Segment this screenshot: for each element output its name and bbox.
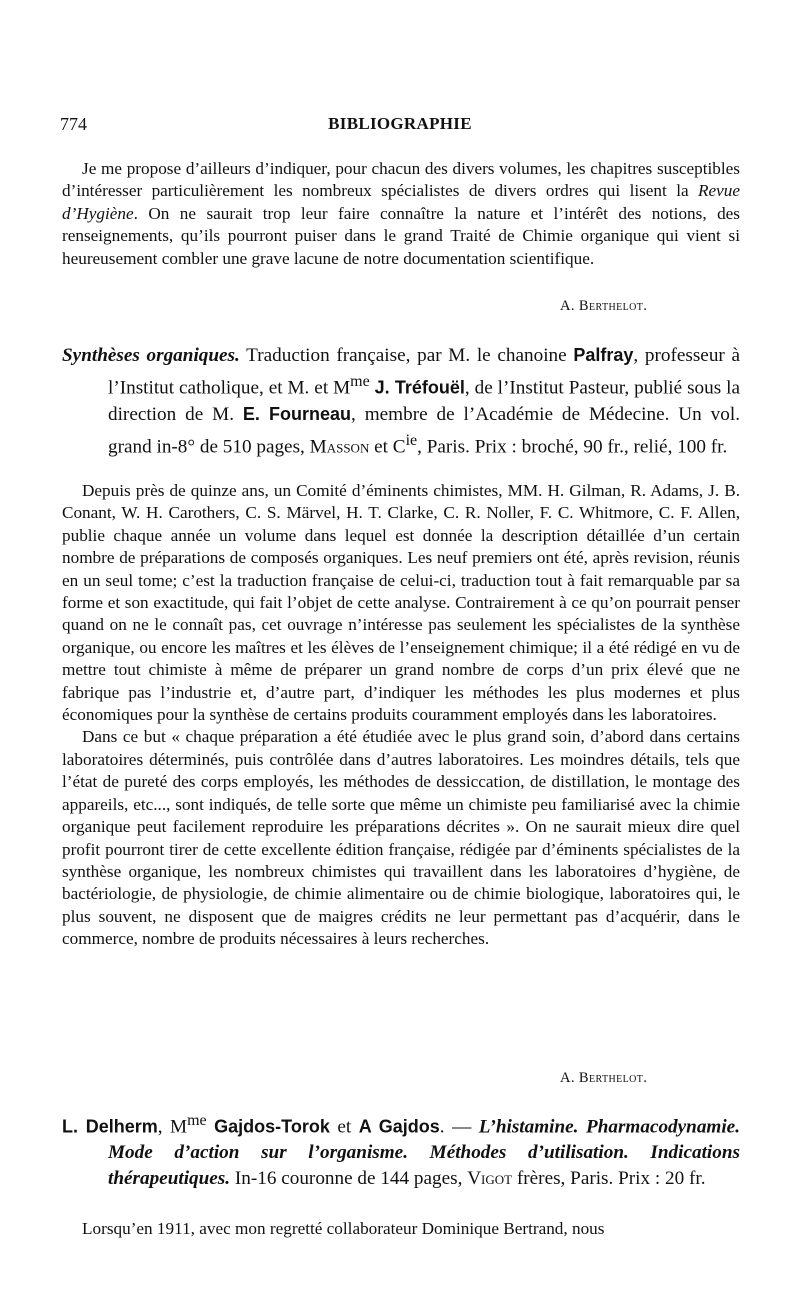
intro-text-2: . On ne saurait trop leur faire connaître la nature et l’intérêt des notions, des renseignements, qu’ils pourront puiser dans le grand Traité de Chimie organique qui vient si heureusement combler une grave lacune de notre documentation scientifique. xyxy=(62,203,740,268)
review-title: L’histamine. Pharmacodynamie. Mode d’action sur l’organisme. Méthodes d’utilisation. Indications thérapeutiques. xyxy=(108,1116,740,1190)
author-name: J. Tréfouël xyxy=(374,377,465,398)
publisher: Vigot xyxy=(467,1168,513,1190)
author-name: L. Delherm xyxy=(62,1116,158,1137)
director-name: E. Fourneau xyxy=(242,404,352,425)
page-number: 774 xyxy=(60,114,87,134)
review-entry-histamine: L. Delherm, $M^{me}$ Gajdos-Torok et A Gajdos. — L’histamine. Pharmacodynamie. Mode d’action sur l’organisme. Méthodes d’utilisation. Indications thérapeutiques. In-16 couronne de 144 pages, Vigot frères, Paris. Prix : 20 fr. xyxy=(62,1112,740,1190)
review-title: Synthèses organiques. xyxy=(62,345,240,366)
journal-name: Revue d’Hygiène xyxy=(62,181,740,223)
review-body-2 xyxy=(62,1218,740,1240)
intro-text-1: Je me propose d’ailleurs d’indiquer, pour chacun des divers volumes, les chapitres susceptibles d’intéresser particulièrement les nombreux spécialistes de divers ordres qui lisent la xyxy=(62,159,740,201)
body-paragraph: Dans ce but « chaque préparation a été étudiée avec le plus grand soin, d’abord dans certains laboratoires déterminés, puis contrôlée dans d’autres laboratoires. Les moindres détails, tels que l’état de pureté des corps employés, les méthodes de dessiccation, de distillation, le montage des appareils, etc..., sont indiqués, de telle sorte que même un chimiste peu familiarisé avec la chimie organique peut facilement reproduire les préparations décrites ». On ne saurait mieux dire quel profit pourront tirer de cette excellente édition française, rédigée par d’éminents spécialistes de la synthèse organique, les nombreux chimistes qui travaillent dans les laboratoires d’hygiène, de bactériologie, de physiologie, de chimie alimentaire ou de chimie biologique, laboratoires qui, le plus souvent, ne disposent que de maigres crédits ne leur permettant pas d’acquérir, dans le commerce, nombre de produits nécessaires à leurs recherches. xyxy=(62,727,740,949)
body-paragraph: Lorsqu’en 1911, avec mon regretté collaborateur Dominique Bertrand, nous xyxy=(82,1219,605,1238)
signature-2: A. Berthelot. xyxy=(560,1070,648,1086)
page-header xyxy=(60,114,740,138)
review-body xyxy=(62,480,740,951)
author-name: Palfray xyxy=(573,345,634,365)
author-name: A Gajdos xyxy=(358,1116,440,1137)
signature-1: A. Berthelot. xyxy=(560,298,648,314)
publisher: Masson xyxy=(309,436,370,458)
review-entry-synthèses: Synthèses organiques. Traduction française, par M. le chanoine Palfray, professeur à l’Institut catholique, et M. et $M^{me}$ J. Tréfouël, de l’Institut Pasteur, publié sous la direction de M. E. Fourneau, membre de l’Académie de Médecine. Un vol. grand in-8° de 510 pages, Masson et $C^{ie}$, Paris. Prix : broché, 90 fr., relié, 100 fr. xyxy=(62,345,741,458)
running-title: BIBLIOGRAPHIE xyxy=(328,114,472,133)
author-name: Gajdos-Torok xyxy=(214,1116,330,1137)
intro-paragraph xyxy=(62,158,740,270)
body-paragraph: Depuis près de quinze ans, un Comité d’éminents chimistes, MM. H. Gilman, R. Adams, J. B. Conant, W. H. Carothers, C. S. Märvel, H. T. Clarke, C. R. Noller, F. C. Whitmore, C. F. Allen, publie chaque année un volume dans lequel est donnée la description détaillée d’un certain nombre de préparations de composés organiques. Les neuf premiers ont été, après revision, réunis en un seul tome; c’est la traduction française de celui-ci, traduction tout à fait remarquable par sa forme et son exactitude, qui fait l’objet de cette analyse. Contrairement à ce qu’on pourrait penser quand on ne le connaît pas, cet ouvrage n’intéresse pas seulement les spécialistes de la synthèse organique, ou encore les maîtres et les élèves de l’enseignement chimique; il a été rédigé en vu de mettre tout chimiste à même de préparer un grand nombre de corps d’un prix élevé que ne fabrique pas l’industrie et, d’autre part, d’indiquer les méthodes les plus modernes et plus économiques pour la synthèse de certains produits couramment employés dans les laboratoires. xyxy=(62,481,740,725)
